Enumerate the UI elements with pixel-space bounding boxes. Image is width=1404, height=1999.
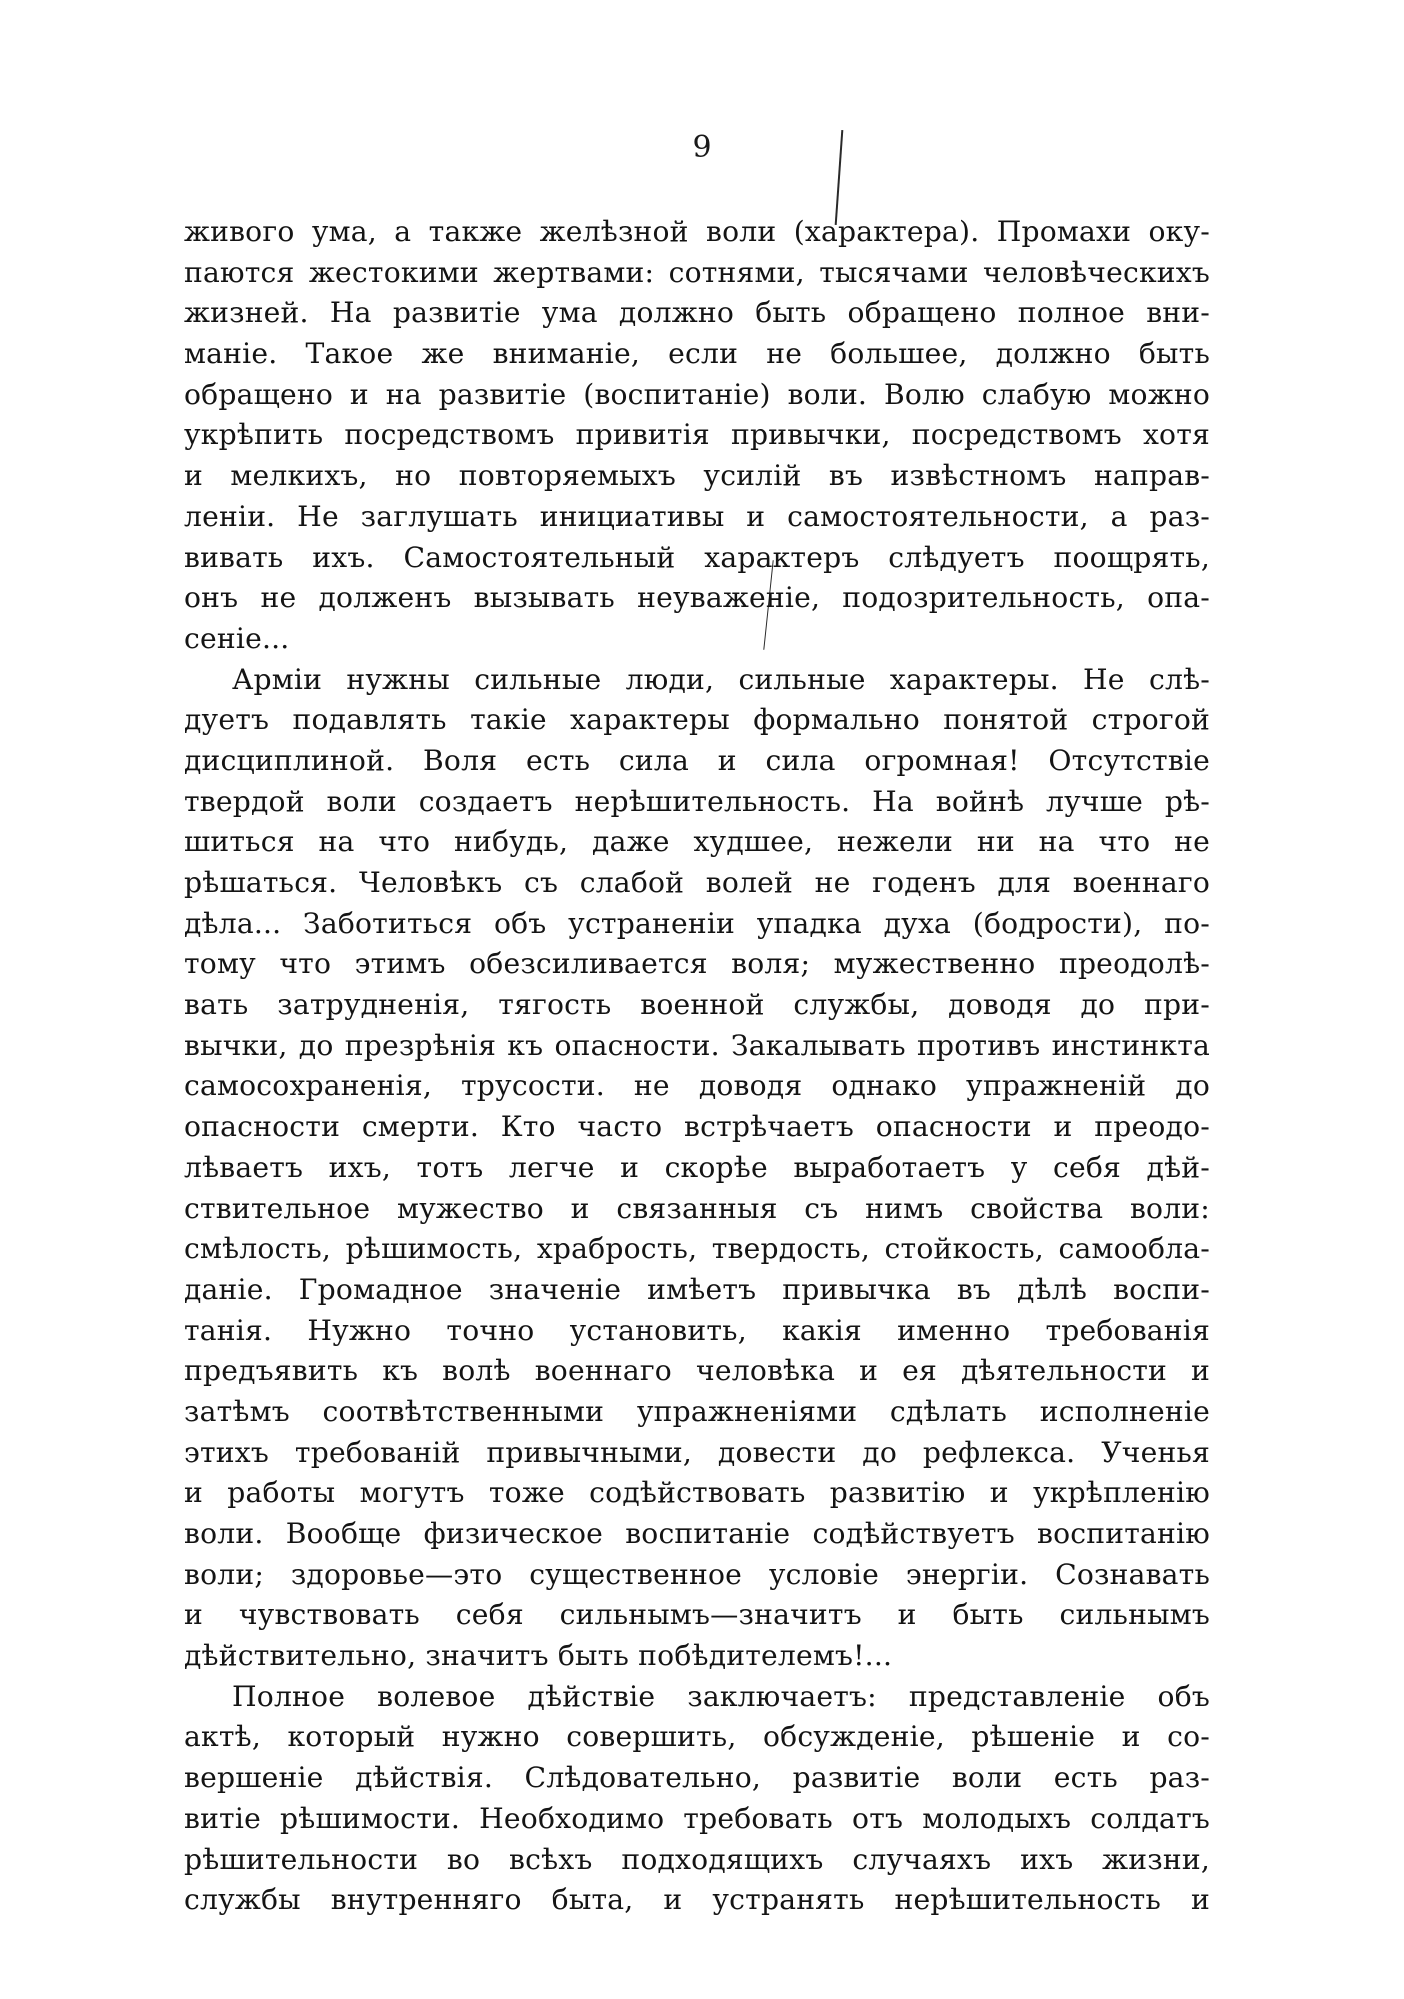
body-text [184, 212, 1210, 1921]
paragraph-first-line: Арміи нужны сильные люди, сильные характеры. Не слѣ- [232, 662, 1210, 696]
text-line: обращено и на развитіе (воспитаніе) воли. Волю слабую можно [184, 377, 1210, 411]
text-line: затѣмъ соотвѣтственными упражненіями сдѣлать исполненіе [184, 1394, 1210, 1428]
text-line: этихъ требованій привычными, довести до рефлекса. Ученья [184, 1435, 1210, 1469]
text-line: лѣваетъ ихъ, тотъ легче и скорѣе выработаетъ у себя дѣй- [184, 1150, 1210, 1184]
text-line: дисциплиной. Воля есть сила и сила огромная! Отсутствіе [184, 743, 1210, 777]
text-line: леніи. Не заглушать инициативы и самостоятельности, а раз- [184, 499, 1210, 533]
text-line: танія. Нужно точно установить, какія именно требованія [184, 1313, 1210, 1347]
text-line: рѣшаться. Человѣкъ съ слабой волей не годенъ для военнаго [184, 866, 1210, 899]
paragraph-first-line: Полное волевое дѣйствіе заключаетъ: представленіе объ [232, 1679, 1210, 1713]
text-line: вать затрудненія, тягость военной службы, доводя до при- [184, 988, 1210, 1022]
text-line: сеніе... [184, 621, 290, 655]
text-line: дѣла... Заботиться объ устраненіи упадка духа (бодрости), по- [184, 906, 1210, 940]
text-line: вивать ихъ. Самостоятельный характеръ слѣдуетъ поощрять, [184, 540, 1210, 574]
text-line: смѣлость, рѣшимость, храбрость, твердость, стойкость, самообла- [184, 1232, 1210, 1266]
text-line: и чувствовать себя сильнымъ—значитъ и быть сильнымъ [184, 1598, 1210, 1632]
text-line: витіе рѣшимости. Необходимо требовать отъ молодыхъ солдатъ [184, 1801, 1210, 1835]
text-line: живого ума, а также желѣзной воли (характера). Промахи оку- [184, 215, 1210, 248]
text-line: шиться на что нибудь, даже худшее, нежели ни на что не [184, 825, 1210, 859]
text-line: жизней. На развитіе ума должно быть обращено полное вни- [184, 296, 1210, 330]
text-line: онъ не долженъ вызывать неуваженіе, подозрительность, опа- [184, 581, 1210, 615]
text-line: воли; здоровье—это существенное условіе энергіи. Сознавать [184, 1557, 1210, 1591]
text-line: дѣйствительно, значитъ быть побѣдителемъ!... [184, 1639, 893, 1673]
text-line: и мелкихъ, но повторяемыхъ усилій въ извѣстномъ направ- [184, 459, 1210, 493]
text-line: маніе. Такое же вниманіе, если не большее, должно быть [184, 337, 1210, 371]
text-line: службы внутренняго быта, и устранять нерѣшительность и [184, 1883, 1210, 1917]
text-line: тому что этимъ обезсиливается воля; мужественно преодолѣ- [184, 947, 1210, 981]
text-line: и работы могутъ тоже содѣйствовать развитію и укрѣпленію [184, 1476, 1210, 1510]
text-line: вычки, до презрѣнія къ опасности. Закалывать противъ инстинкта [184, 1028, 1210, 1062]
text-line: предъявить къ волѣ военнаго человѣка и ея дѣятельности и [184, 1354, 1210, 1388]
text-line: ствительное мужество и связанныя съ нимъ свойства воли: [184, 1191, 1210, 1225]
text-line: опасности смерти. Кто часто встрѣчаетъ опасности и преодо- [184, 1110, 1210, 1144]
text-line: актѣ, который нужно совершить, обсужденіе, рѣшеніе и со- [184, 1720, 1210, 1754]
text-line: паются жестокими жертвами: сотнями, тысячами человѣческихъ [184, 255, 1210, 289]
text-line: дуетъ подавлять такіе характеры формально понятой строгой [184, 703, 1210, 737]
text-line: воли. Вообще физическое воспитаніе содѣйствуетъ воспитанію [184, 1517, 1210, 1550]
text-line: укрѣпить посредствомъ привитія привычки, посредствомъ хотя [184, 418, 1210, 452]
text-line: даніе. Громадное значеніе имѣетъ привычка въ дѣлѣ воспи- [184, 1272, 1210, 1306]
text-line: самосохраненія, трусости. не доводя однако упражненій до [184, 1069, 1210, 1103]
page-number: 9 [692, 130, 712, 165]
text-line: рѣшительности во всѣхъ подходящихъ случаяхъ ихъ жизни, [184, 1842, 1210, 1876]
text-line: вершеніе дѣйствія. Слѣдовательно, развитіе воли есть раз- [184, 1761, 1210, 1795]
text-line: твердой воли создаетъ нерѣшительность. На войнѣ лучше рѣ- [184, 784, 1210, 818]
